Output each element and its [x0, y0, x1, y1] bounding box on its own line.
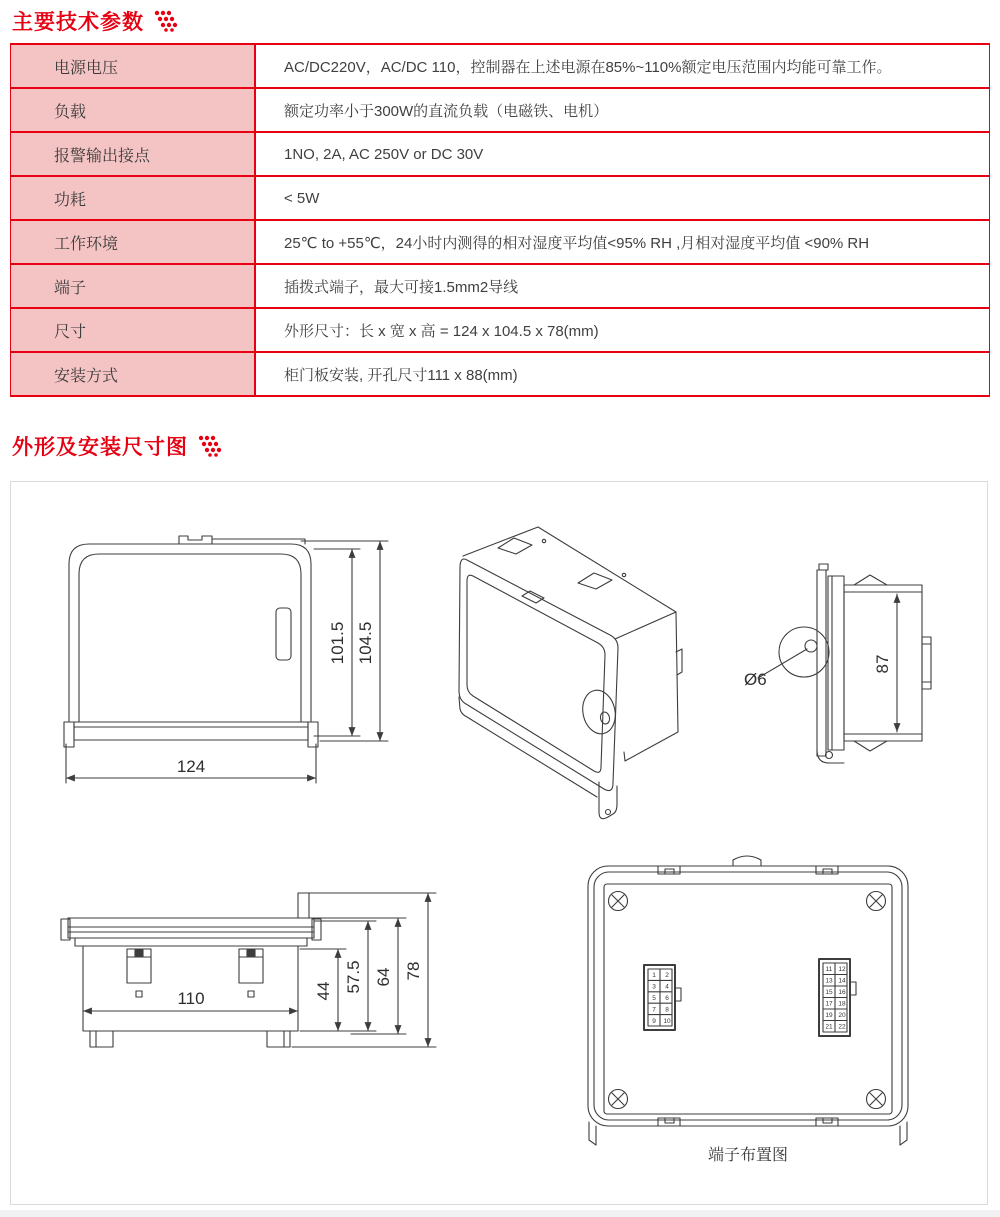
dim-width-124: 124 — [176, 757, 206, 776]
dimension-drawings-panel — [10, 481, 988, 1205]
dim-64: 64 — [374, 967, 393, 987]
terminal-num: 18 — [838, 1000, 846, 1008]
param-label: 尺寸 — [11, 309, 256, 351]
terminal-num: 4 — [665, 983, 669, 991]
dim-width-110: 110 — [177, 989, 205, 1008]
terminal-num: 8 — [665, 1006, 669, 1014]
param-label: 功耗 — [11, 177, 256, 219]
dim-height-101-5: 101.5 — [328, 621, 347, 665]
screw-icon — [609, 892, 628, 911]
screw-icon — [867, 892, 886, 911]
table-row — [11, 45, 989, 89]
dimensions-title-text: 外形及安装尺寸图 — [12, 436, 188, 459]
tech-params-title — [12, 6, 180, 36]
terminal-num: 21 — [825, 1023, 833, 1031]
terminal-num: 13 — [825, 977, 833, 985]
terminal-layout-caption: 端子布置图 — [707, 1147, 789, 1164]
param-value: 插拨式端子，最大可接1.5mm2导线 — [284, 278, 519, 296]
terminal-num: 1 — [652, 972, 656, 979]
param-value: AC/DC220V，AC/DC 110，控制器在上述电源在85%~110%额定电压范围内均能可靠工作。 — [284, 58, 892, 76]
dots-icon — [197, 434, 224, 458]
tech-params-table — [10, 43, 990, 397]
dim-44: 44 — [314, 981, 333, 1001]
rear-view-drawing — [588, 856, 908, 1145]
table-row — [11, 177, 989, 221]
dimensions-title — [12, 431, 224, 461]
dim-height-104-5: 104.5 — [356, 621, 375, 665]
side-view-drawing — [758, 564, 931, 763]
param-value: 额定功率小于300W的直流负载（电磁铁、电机） — [284, 102, 609, 120]
dim-78: 78 — [404, 961, 423, 981]
dimension-drawings-svg — [11, 482, 987, 1204]
terminal-num: 5 — [652, 995, 656, 1002]
param-value: < 5W — [284, 189, 320, 207]
terminal-num: 7 — [652, 1006, 656, 1014]
param-value: 25℃ to +55℃，24小时内测得的相对湿度平均值<95% RH ,月相对湿度平均值 <90% RH — [284, 234, 870, 252]
param-value: 外形尺寸：长 x 宽 x 高 = 124 x 104.5 x 78(mm) — [284, 322, 599, 340]
terminal-num: 15 — [825, 989, 833, 996]
screw-icon — [867, 1090, 886, 1109]
param-value: 1NO, 2A, AC 250V or DC 30V — [284, 145, 484, 163]
terminal-num: 17 — [825, 1000, 833, 1008]
terminal-num: 22 — [838, 1023, 846, 1031]
page-bottom-strip — [0, 1210, 1000, 1217]
perspective-view-drawing — [459, 527, 682, 819]
param-label: 安装方式 — [11, 353, 256, 395]
param-label: 电源电压 — [11, 45, 256, 87]
terminal-num: 20 — [838, 1012, 846, 1019]
dots-icon — [153, 9, 180, 33]
terminal-num: 11 — [825, 966, 833, 973]
table-row — [11, 221, 989, 265]
dim-depth-87: 87 — [873, 654, 892, 674]
terminal-num: 12 — [838, 966, 846, 973]
terminal-num: 9 — [652, 1018, 656, 1025]
terminal-num: 6 — [665, 995, 669, 1002]
table-row — [11, 133, 989, 177]
tech-params-title-text: 主要技术参数 — [12, 11, 144, 34]
table-row — [11, 89, 989, 133]
param-label: 负载 — [11, 89, 256, 131]
param-value: 柜门板安装, 开孔尺寸111 x 88(mm) — [284, 366, 518, 384]
screw-icon — [609, 1090, 628, 1109]
table-row — [11, 265, 989, 309]
terminal-num: 14 — [838, 977, 846, 985]
terminal-num: 2 — [665, 972, 669, 979]
param-label: 工作环境 — [11, 221, 256, 263]
terminal-num: 16 — [838, 989, 846, 996]
table-row — [11, 353, 989, 397]
terminal-num: 10 — [663, 1018, 671, 1025]
param-label: 报警输出接点 — [11, 133, 256, 175]
dim-hole-diameter: Ø6 — [744, 670, 767, 689]
terminal-num: 19 — [825, 1012, 833, 1019]
terminal-num: 3 — [652, 983, 656, 991]
param-label: 端子 — [11, 265, 256, 307]
table-row — [11, 309, 989, 353]
dim-57-5: 57.5 — [344, 960, 363, 994]
